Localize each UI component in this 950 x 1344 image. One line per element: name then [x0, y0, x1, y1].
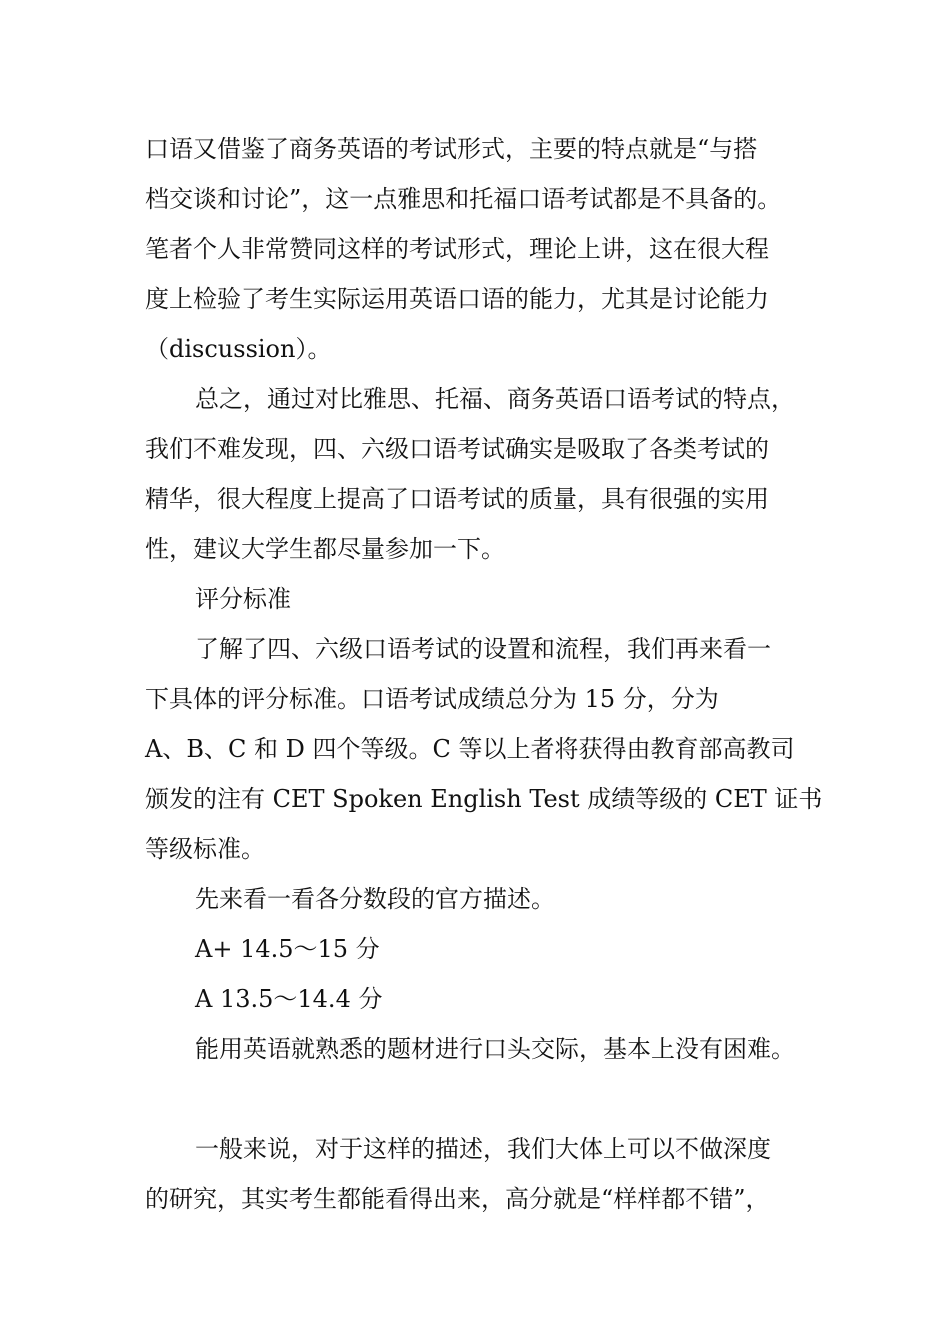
paragraph-exam-format	[145, 124, 825, 374]
text-line: 一般来说，对于这样的描述，我们大体上可以不做深度	[195, 1135, 771, 1163]
text-line: 总之，通过对比雅思、托福、商务英语口语考试的特点，	[195, 385, 795, 413]
section-heading-scoring	[145, 574, 825, 624]
document-body	[145, 124, 825, 1224]
text-line: 档交谈和讨论”，这一点雅思和托福口语考试都是不具备的。	[145, 185, 782, 213]
text-line: 性，建议大学生都尽量参加一下。	[145, 535, 505, 563]
score-band-a-plus	[145, 924, 825, 974]
score-band-description	[145, 1024, 825, 1074]
text-line: （discussion）。	[145, 335, 332, 363]
paragraph-official-description	[145, 874, 825, 924]
score-band-a	[145, 974, 825, 1024]
text-line: 我们不难发现，四、六级口语考试确实是吸取了各类考试的	[145, 435, 769, 463]
text-line: 笔者个人非常赞同这样的考试形式，理论上讲，这在很大程	[145, 235, 769, 263]
text-line: A、B、C 和 D 四个等级。C 等以上者将获得由教育部高教司	[145, 735, 795, 763]
paragraph-general-remark	[145, 1124, 825, 1224]
text-line: 度上检验了考生实际运用英语口语的能力，尤其是讨论能力	[145, 285, 769, 313]
text-line: 先来看一看各分数段的官方描述。	[195, 885, 555, 913]
text-line: 精华，很大程度上提高了口语考试的质量，具有很强的实用	[145, 485, 769, 513]
text-line: 颁发的注有 CET Spoken English Test 成绩等级的 CET 证书	[145, 785, 823, 813]
text-line: 能用英语就熟悉的题材进行口头交际，基本上没有困难。	[195, 1035, 795, 1063]
text-line: A+ 14.5～15 分	[195, 935, 380, 963]
text-line: 下具体的评分标准。口语考试成绩总分为 15 分，分为	[145, 685, 719, 713]
text-line: A 13.5～14.4 分	[195, 985, 383, 1013]
blank-line	[145, 1074, 825, 1124]
paragraph-summary	[145, 374, 825, 574]
text-line: 评分标准	[195, 585, 291, 613]
paragraph-scoring-intro	[145, 624, 825, 874]
text-line: 口语又借鉴了商务英语的考试形式，主要的特点就是“与搭	[145, 135, 758, 163]
text-line: 等级标准。	[145, 835, 265, 863]
text-line: 了解了四、六级口语考试的设置和流程，我们再来看一	[195, 635, 771, 663]
text-line: 的研究，其实考生都能看得出来，高分就是“样样都不错”，	[145, 1185, 770, 1213]
